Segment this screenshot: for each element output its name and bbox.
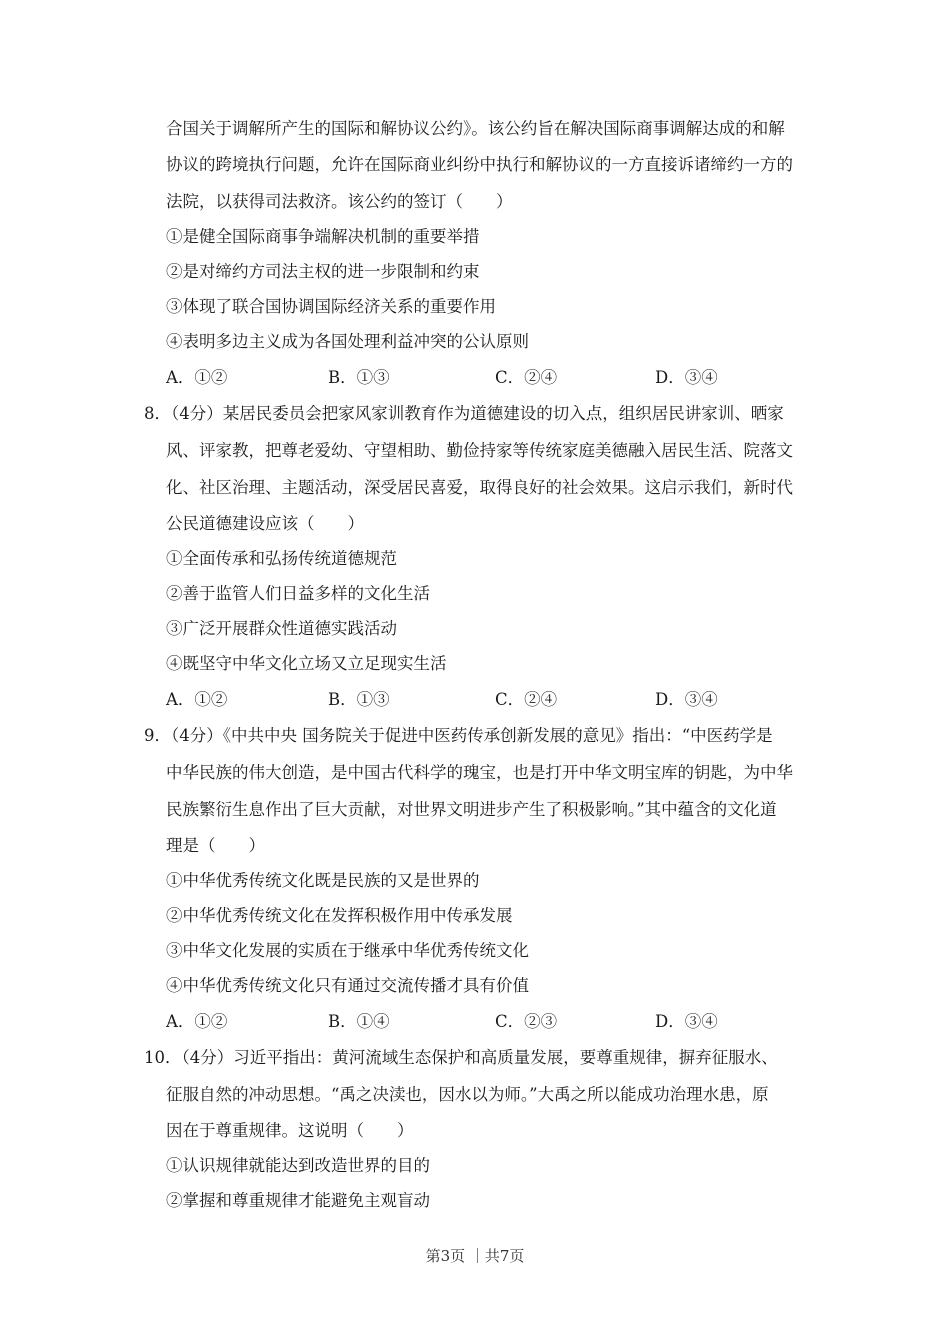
q8-option-d: D．③④ [655, 690, 718, 709]
q10-stem-line: 因在于尊重规律。这说明（ ） [166, 1121, 414, 1140]
q8-option-c: C．②④ [495, 690, 558, 709]
q9-option-d: D．③④ [655, 1012, 718, 1031]
q8-option-a: A．①② [166, 690, 228, 709]
q9-statement: ①中华优秀传统文化既是民族的又是世界的 [166, 871, 480, 890]
q7-statement: ③体现了联合国协调国际经济关系的重要作用 [166, 297, 496, 316]
q8-statement: ③广泛开展群众性道德实践活动 [166, 619, 397, 638]
q8-statement: ②善于监管人们日益多样的文化生活 [166, 584, 430, 603]
q8-stem-line: 8．（4分）某居民委员会把家风家训教育作为道德建设的切入点，组织居民讲家训、晒家 [144, 404, 784, 423]
q10-stem-line: 征服自然的冲动思想。“禹之决渎也，因水以为师。”大禹之所以能成功治理水患，原 [166, 1085, 769, 1104]
q7-text-line: 合国关于调解所产生的国际和解协议公约》。该公约旨在解决国际商事调解达成的和解 [166, 119, 785, 138]
q8-option-b: B．①③ [328, 690, 390, 709]
page-footer: 第3页 ｜共7页 [425, 1247, 525, 1265]
q9-statement: ②中华优秀传统文化在发挥积极作用中传承发展 [166, 906, 513, 925]
q7-option-c: C．②④ [495, 368, 558, 387]
q10-statement: ①认识规律就能达到改造世界的目的 [166, 1156, 430, 1175]
q8-statement: ①全面传承和弘扬传统道德规范 [166, 549, 397, 568]
q9-stem-line: 9．（4分）《中共中央 国务院关于促进中医药传承创新发展的意见》指出：“中医药学是 [144, 726, 773, 745]
q10-stem-line: 10．（4分）习近平指出：黄河流域生态保护和高质量发展，要尊重规律，摒弃征服水、 [144, 1048, 778, 1067]
q9-stem-line: 中华民族的伟大创造，是中国古代科学的瑰宝，也是打开中华文明宝库的钥匙，为中华 [166, 763, 793, 782]
q9-stem-line: 民族繁衍生息作出了巨大贡献，对世界文明进步产生了积极影响。”其中蕴含的文化道 [166, 800, 777, 819]
q7-text-line: 法院，以获得司法救济。该公约的签订（ ） [166, 192, 513, 211]
q9-statement: ③中华文化发展的实质在于继承中华优秀传统文化 [166, 941, 529, 960]
q7-option-d: D．③④ [655, 368, 718, 387]
q9-option-c: C．②③ [495, 1012, 558, 1031]
q7-text-line: 协议的跨境执行问题，允许在国际商业纠纷中执行和解协议的一方直接诉诸缔约一方的 [166, 155, 793, 174]
q7-option-a: A．①② [166, 368, 228, 387]
q9-statement: ④中华优秀传统文化只有通过交流传播才具有价值 [166, 976, 529, 995]
q8-statement: ④既坚守中华文化立场又立足现实生活 [166, 654, 447, 673]
q8-stem-line: 风、评家教，把尊老爱幼、守望相助、勤俭持家等传统家庭美德融入居民生活、院落文 [166, 441, 793, 460]
q7-statement: ②是对缔约方司法主权的进一步限制和约束 [166, 262, 480, 281]
q7-option-b: B．①③ [328, 368, 390, 387]
q7-statement: ①是健全国际商事争端解决机制的重要举措 [166, 227, 480, 246]
q9-option-a: A．①② [166, 1012, 228, 1031]
q10-statement: ②掌握和尊重规律才能避免主观盲动 [166, 1191, 430, 1210]
q9-stem-line: 理是（ ） [166, 836, 265, 855]
q8-stem-line: 公民道德建设应该（ ） [166, 514, 364, 533]
q7-statement: ④表明多边主义成为各国处理利益冲突的公认原则 [166, 332, 529, 351]
q9-option-b: B．①④ [328, 1012, 390, 1031]
q8-stem-line: 化、社区治理、主题活动，深受居民喜爱，取得良好的社会效果。这启示我们，新时代 [166, 478, 793, 497]
